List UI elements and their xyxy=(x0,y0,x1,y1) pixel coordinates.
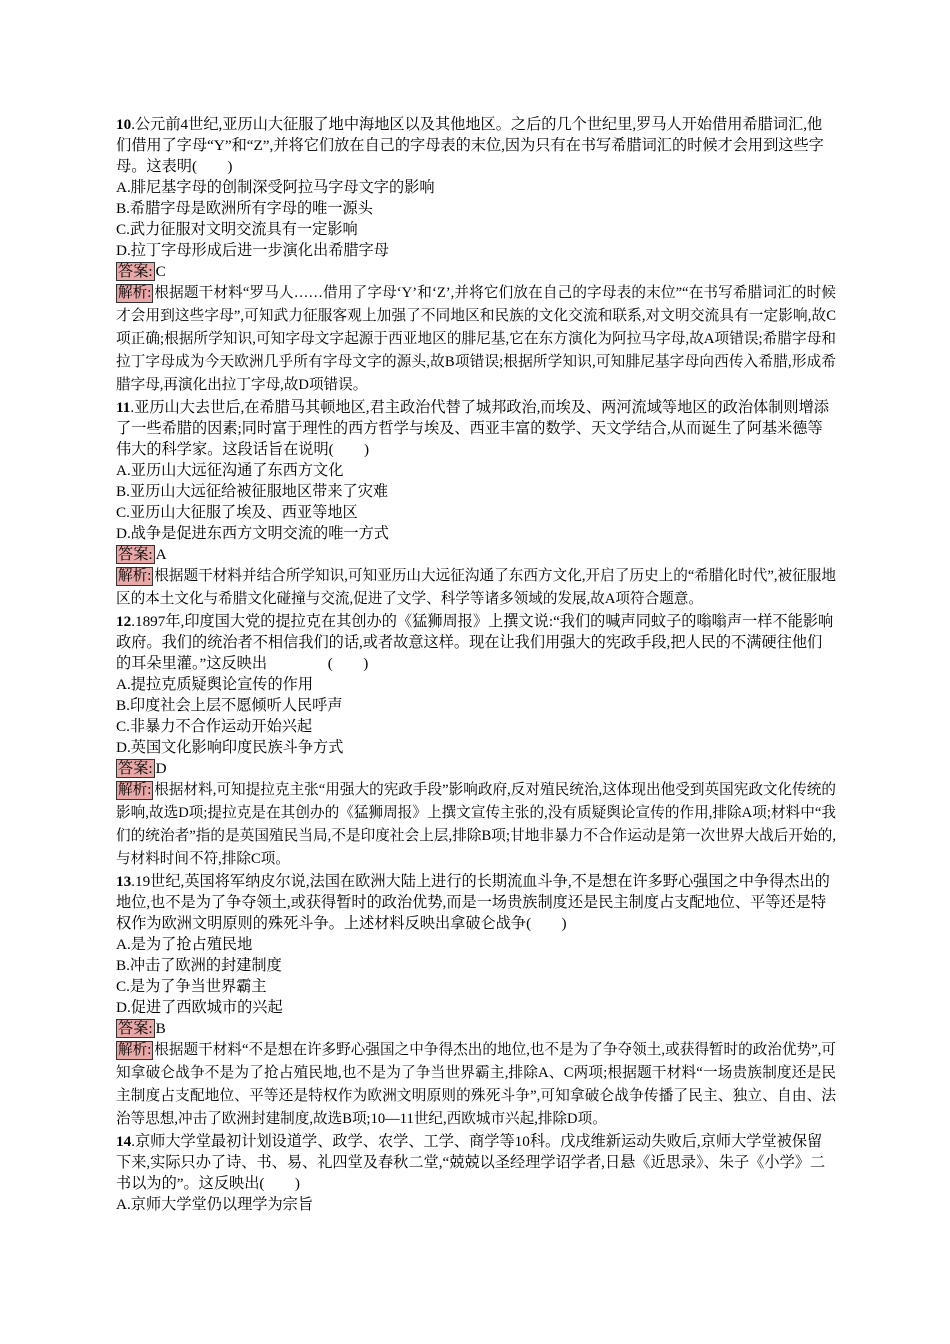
answer-value: D xyxy=(155,760,167,777)
explanation xyxy=(116,565,836,611)
answer-line xyxy=(116,544,836,565)
option-c: C.武力征服对文明交流具有一定影响 xyxy=(116,221,358,238)
explanation-tag: 解析: xyxy=(118,568,152,584)
question-text: .亚历山大去世后,在希腊马其顿地区,君主政治代替了城邦政治,而埃及、两河流域等地区的政治体制则增添了一些希腊的因素;同时富于理性的西方哲学与埃及、西亚丰富的数学、天文学结合,从而诞生了阿基米德等伟大的科学家。这段话旨在说明( ) xyxy=(116,399,829,458)
document-page xyxy=(116,114,836,1215)
answer-tag: 答案: xyxy=(118,263,153,280)
option-d: D.拉丁字母形成后进一步演化出希腊字母 xyxy=(116,242,389,259)
question-number: 13 xyxy=(116,873,132,890)
option-a: A.提拉克质疑舆论宣传的作用 xyxy=(116,676,314,693)
question-number: 10 xyxy=(116,116,132,133)
explanation xyxy=(116,1039,836,1131)
answer-value: B xyxy=(155,1020,166,1037)
question-stem xyxy=(116,397,836,460)
option-c: C.非暴力不合作运动开始兴起 xyxy=(116,718,313,735)
question-11 xyxy=(116,397,836,611)
option-b: B.希腊字母是欧洲所有字母的唯一源头 xyxy=(116,200,373,217)
option-c: C.亚历山大征服了埃及、西亚等地区 xyxy=(116,504,358,521)
answer-line xyxy=(116,1018,836,1039)
question-text: .京师大学堂最初计划设道学、政学、农学、工学、商学等10科。戊戌维新运动失败后,京师大学堂被保留下来,实际只办了诗、书、易、礼四堂及春秋二堂,“兢兢以圣经理学诏学者,日悬《近思录》、朱子《小学》二书以为的”。这反映出( ) xyxy=(116,1133,826,1192)
question-stem xyxy=(116,114,836,177)
option-b: B.印度社会上层不愿倾听人民呼声 xyxy=(116,697,343,714)
explanation-text: 根据题干材料并结合所学知识,可知亚历山大远征沟通了东西方文化,开启了历史上的“希腊化时代”,被征服地区的本土文化与希腊文化碰撞与交流,促进了文学、科学等诸多领域的发展,故A项符合题意。 xyxy=(116,568,836,607)
explanation xyxy=(116,282,836,397)
option-a: A.是为了抢占殖民地 xyxy=(116,936,253,953)
explanation-text: 根据题干材料“不是想在许多野心强国之中争得杰出的地位,也不是为了争夺领土,或获得暂时的政治优势”,可知拿破仑战争不是为了抢占殖民地,也不是为了争当世界霸主,排除A、C两项;根据题干材料“一场贵族制度还是民主制度占支配地位、平等还是特权作为欧洲文明原则的殊死斗争”,可知拿破仑战争传播了民主、独立、自由、法治等思想,冲击了欧洲封建制度,故选B项;10—11世纪,西欧城市兴起,排除D项。 xyxy=(116,1042,836,1127)
question-text: .公元前4世纪,亚历山大征服了地中海地区以及其他地区。之后的几个世纪里,罗马人开始借用希腊词汇,他们借用了字母“Y”和“Z”,并将它们放在自己的字母表的末位,因为只有在书写希腊词汇的时候才会用到这些字母。这表明( ) xyxy=(116,116,824,175)
question-number: 12 xyxy=(116,613,132,630)
option-a: A.腓尼基字母的创制深受阿拉马字母文字的影响 xyxy=(116,179,435,196)
explanation-text: 根据题干材料“罗马人……借用了字母‘Y’和‘Z’,并将它们放在自己的字母表的末位”“在书写希腊词汇的时候才会用到这些字母”,可知武力征服客观上加强了不同地区和民族的文化交流和联系,对文明交流具有一定影响,故C项正确;根据所学知识,可知字母文字起源于西亚地区的腓尼基,它在东方演化为阿拉马字母,故A项错误;希腊字母和拉丁字母成为今天欧洲几乎所有字母文字的源头,故B项错误;根据所学知识,可知腓尼基字母向西传入希腊,形成希腊字母,再演化出拉丁字母,故D项错误。 xyxy=(116,285,836,393)
answer-line xyxy=(116,758,836,779)
question-13 xyxy=(116,871,836,1131)
question-10 xyxy=(116,114,836,397)
answer-line xyxy=(116,261,836,282)
option-c: C.是为了争当世界霸主 xyxy=(116,978,267,995)
question-number: 14 xyxy=(116,1133,132,1150)
question-12 xyxy=(116,611,836,871)
explanation-tag: 解析: xyxy=(118,1042,152,1058)
question-14 xyxy=(116,1131,836,1215)
answer-value: A xyxy=(155,546,167,563)
option-a: A.京师大学堂仍以理学为宗旨 xyxy=(116,1196,314,1213)
answer-tag: 答案: xyxy=(118,1020,153,1037)
question-text: .19世纪,英国将军纳皮尔说,法国在欧洲大陆上进行的长期流血斗争,不是想在许多野心强国之中争得杰出的地位,也不是为了争夺领土,或获得暂时的政治优势,而是一场贵族制度还是民主制度占支配地位、平等还是特权作为欧洲文明原则的殊死斗争。上述材料反映出拿破仑战争( ) xyxy=(116,873,830,932)
answer-value: C xyxy=(155,263,166,280)
answer-tag: 答案: xyxy=(118,760,153,777)
question-stem xyxy=(116,871,836,934)
option-b: B.冲击了欧洲的封建制度 xyxy=(116,957,282,974)
explanation xyxy=(116,779,836,871)
question-stem xyxy=(116,611,836,674)
option-d: D.促进了西欧城市的兴起 xyxy=(116,999,283,1016)
option-a: A.亚历山大远征沟通了东西方文化 xyxy=(116,462,344,479)
option-d: D.英国文化影响印度民族斗争方式 xyxy=(116,739,344,756)
question-number: 11 xyxy=(116,399,131,416)
question-stem xyxy=(116,1131,836,1194)
explanation-text: 根据材料,可知提拉克主张“用强大的宪政手段”影响政府,反对殖民统治,这体现出他受到英国宪政文化传统的影响,故选D项;提拉克是在其创办的《猛狮周报》上撰文宣传主张的,没有质疑舆论宣传的作用,排除A项;材料中“我们的统治者”指的是英国殖民当局,不是印度社会上层,排除B项;甘地非暴力不合作运动是第一次世界大战后开始的,与材料时间不符,排除C项。 xyxy=(116,782,836,867)
option-d: D.战争是促进东西方文明交流的唯一方式 xyxy=(116,525,389,542)
explanation-tag: 解析: xyxy=(118,285,152,301)
option-b: B.亚历山大远征给被征服地区带来了灾难 xyxy=(116,483,389,500)
explanation-tag: 解析: xyxy=(118,782,152,798)
question-text: .1897年,印度国大党的提拉克在其创办的《猛狮周报》上撰文说:“我们的喊声同蚊子的嗡嗡声一样不能影响政府。我们的统治者不相信我们的话,或者故意这样。现在让我们用强大的宪政手段,把人民的不满硬往他们的耳朵里灌。”这反映出 ( ) xyxy=(116,613,834,672)
answer-tag: 答案: xyxy=(118,546,153,563)
